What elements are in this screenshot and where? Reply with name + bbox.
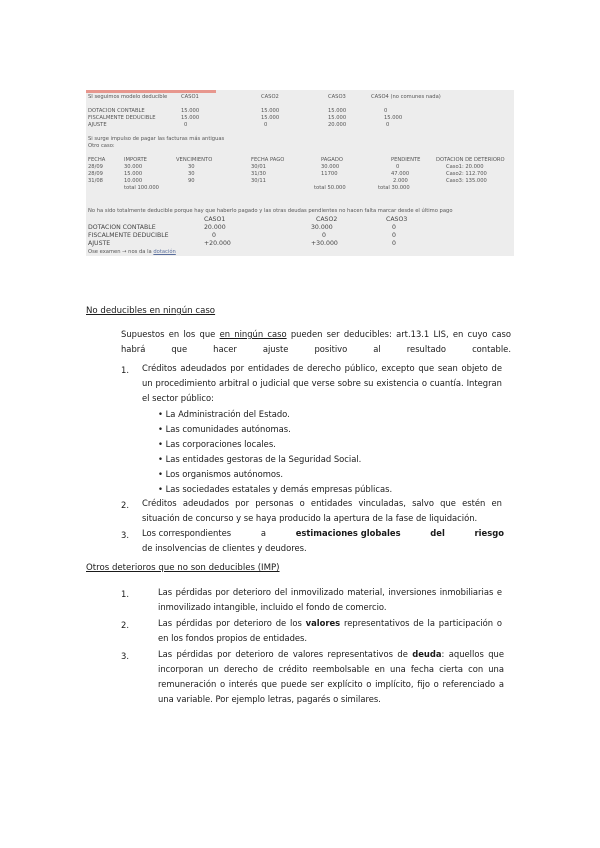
other-item-2-text bbox=[158, 616, 502, 646]
cell: CASO3 bbox=[328, 94, 346, 100]
text: Las pérdidas por deterioro de los bbox=[158, 618, 302, 628]
item-3-line2: de insolvencias de clientes y deudores. bbox=[142, 543, 307, 553]
intro-paragraph-line1 bbox=[121, 327, 511, 357]
other-item-3-text bbox=[158, 647, 504, 707]
cell: 11700 bbox=[321, 171, 338, 177]
cell: 30 bbox=[188, 164, 195, 170]
cell: 15.000 bbox=[124, 171, 143, 177]
cell: CASO2 bbox=[261, 94, 279, 100]
cell: 15.000 bbox=[181, 115, 200, 121]
cell: 30.000 bbox=[124, 164, 143, 170]
dotacion-link[interactable]: dotación bbox=[153, 249, 176, 255]
list-item: • Las sociedades estatales y demás empresas públicas. bbox=[158, 484, 393, 494]
cell: 31/08 bbox=[88, 178, 103, 184]
other-item-1-text: Las pérdidas por deterioro del inmovilizado material, inversiones inmobiliarias e inmovilizado intangible, incluido el fondo de comercio. bbox=[158, 587, 502, 612]
red-header-strip bbox=[86, 90, 216, 93]
text: representativos de la participación o en los fondos propios de entidades. bbox=[158, 618, 502, 643]
item-number: 2. bbox=[121, 620, 129, 630]
bullet-text: Los organismos autónomos. bbox=[165, 469, 284, 479]
footer-note bbox=[88, 249, 176, 255]
list-item: • La Administración del Estado. bbox=[158, 409, 290, 419]
cell: 20.000 bbox=[204, 224, 226, 231]
bullet-text: Las entidades gestoras de la Seguridad Social. bbox=[165, 454, 362, 464]
cell: total 50.000 bbox=[314, 185, 346, 191]
cell: 15.000 bbox=[328, 108, 347, 114]
cell: PAGADO bbox=[321, 157, 343, 163]
item-1-text: Créditos adeudados por entidades de derecho público, excepto que sean objeto de un procedimiento arbitral o judicial que verse sobre su existencia o cuantía. Integran el sector público: bbox=[142, 363, 502, 403]
item-number: 3. bbox=[121, 651, 129, 661]
list-item: • Las entidades gestoras de la Seguridad Social. bbox=[158, 454, 362, 464]
cell: 0 bbox=[264, 122, 268, 128]
text-bold: del bbox=[430, 528, 445, 538]
text-bold: riesgo bbox=[474, 528, 504, 538]
intro-underlined: en ningún caso bbox=[219, 329, 287, 339]
cell: 0 bbox=[396, 164, 400, 170]
cell: DOTACION CONTABLE bbox=[88, 108, 145, 114]
cell: AJUSTE bbox=[88, 122, 107, 128]
text: Los correspondientes bbox=[142, 528, 232, 538]
cell: 90 bbox=[188, 178, 195, 184]
cell: 0 bbox=[392, 224, 396, 231]
cell: +30.000 bbox=[311, 240, 338, 247]
text-bold: estimaciones globales bbox=[295, 528, 401, 538]
cell: VENCIMIENTO bbox=[176, 157, 213, 163]
cell: 31/30 bbox=[251, 171, 266, 177]
cell: SI seguimos modelo deducible bbox=[88, 94, 168, 100]
cell: IMPORTE bbox=[124, 157, 147, 163]
item-number: 3. bbox=[121, 530, 129, 540]
list-item: • Los organismos autónomos. bbox=[158, 469, 284, 479]
item-number: 2. bbox=[121, 500, 129, 510]
cell: 0 bbox=[384, 108, 388, 114]
footer-text: Ose examen → nos da la bbox=[88, 249, 152, 255]
text: : aquellos que incorporan un derecho de crédito reembolsable en una fecha cierta con una remuneración o interés que puede ser explícito o implícito, fijo o referenciado a una variable. Por ejemplo letras, pagarés o similares. bbox=[158, 649, 504, 704]
cell: 30.000 bbox=[311, 224, 333, 231]
cell: 2.000 bbox=[393, 178, 408, 184]
bullet-text: La Administración del Estado. bbox=[165, 409, 290, 419]
section-title-otros-deterioros: Otros deterioros que no son deducibles (IMP) bbox=[86, 563, 280, 573]
item-2-text: Créditos adeudados por personas o entidades vinculadas, salvo que estén en situación de concurso y se haya producido la apertura de la fase de liquidación. bbox=[142, 498, 502, 523]
cell: 28/09 bbox=[88, 171, 103, 177]
cell: FISCALMENTE DEDUCIBLE bbox=[88, 115, 156, 121]
cell: 30 bbox=[188, 171, 195, 177]
intro-post: pueden ser deducibles: art.13.1 LIS, en cuyo caso habrá que hacer ajuste positivo al resultado contable. bbox=[121, 329, 512, 354]
cell: PENDIENTE bbox=[391, 157, 421, 163]
section-title-no-deducibles: No deducibles en ningún caso bbox=[86, 306, 216, 316]
list-item: • Las corporaciones locales. bbox=[158, 439, 276, 449]
cell: total 30.000 bbox=[378, 185, 410, 191]
item-number: 1. bbox=[121, 589, 129, 599]
cell: 0 bbox=[322, 232, 326, 239]
cell: 10.000 bbox=[124, 178, 143, 184]
cell: 20.000 bbox=[328, 122, 347, 128]
cell: DOTACION DE DETERIORO bbox=[436, 157, 505, 163]
cell: 30/01 bbox=[251, 164, 266, 170]
cell: 15.000 bbox=[181, 108, 200, 114]
cell: 15.000 bbox=[261, 115, 280, 121]
cell: DOTACION CONTABLE bbox=[88, 224, 156, 231]
cell: CASO1 bbox=[181, 94, 199, 100]
bullet-text: Las corporaciones locales. bbox=[165, 439, 276, 449]
cell: FECHA bbox=[88, 157, 106, 163]
cell: 15.000 bbox=[261, 108, 280, 114]
cell: 15.000 bbox=[384, 115, 403, 121]
cell: CASO1 bbox=[204, 216, 226, 223]
cell: total 100.000 bbox=[124, 185, 159, 191]
bullet-text: Las comunidades autónomas. bbox=[165, 424, 291, 434]
cell: 30/11 bbox=[251, 178, 266, 184]
intro-pre: Supuestos en los que bbox=[121, 329, 216, 339]
cell: +20.000 bbox=[204, 240, 231, 247]
cell: 0 bbox=[212, 232, 216, 239]
cell: FISCALMENTE DEDUCIBLE bbox=[88, 232, 169, 239]
cell: 0 bbox=[392, 240, 396, 247]
cell: 0 bbox=[184, 122, 188, 128]
text: Las pérdidas por deterioro de valores representativos de bbox=[158, 649, 408, 659]
bullet-text: Las sociedades estatales y demás empresas públicas. bbox=[165, 484, 393, 494]
text: a bbox=[260, 528, 266, 538]
cell: CASO4 (no comunes nada) bbox=[371, 94, 441, 100]
cell: 28/09 bbox=[88, 164, 103, 170]
text-bold: deuda bbox=[412, 649, 442, 659]
embedded-screenshot bbox=[86, 90, 514, 256]
cell: 47.000 bbox=[391, 171, 410, 177]
text-bold: valores bbox=[305, 618, 341, 628]
note: Otro caso: bbox=[88, 143, 115, 149]
cell: Caso3: 135.000 bbox=[446, 178, 487, 184]
cell: 0 bbox=[386, 122, 390, 128]
cell: CASO3 bbox=[386, 216, 408, 223]
cell: Caso1: 20.000 bbox=[446, 164, 484, 170]
cell: 30.000 bbox=[321, 164, 340, 170]
cell: CASO2 bbox=[316, 216, 338, 223]
note: Si surge impulso de pagar las facturas más antiguas bbox=[88, 136, 225, 142]
item-3-line1 bbox=[142, 526, 504, 541]
item-3-text bbox=[142, 526, 504, 556]
note: No ha sido totalmente deducible porque hay que haberlo pagado y las otras deudas pendientes no hacen falta marcar desde el último pago bbox=[88, 208, 453, 214]
item-number: 1. bbox=[121, 365, 129, 375]
cell: FECHA PAGO bbox=[251, 157, 285, 163]
cell: 0 bbox=[392, 232, 396, 239]
cell: AJUSTE bbox=[88, 240, 111, 247]
cell: Caso2: 112.700 bbox=[446, 171, 487, 177]
cell: 15.000 bbox=[328, 115, 347, 121]
list-item: • Las comunidades autónomas. bbox=[158, 424, 291, 434]
